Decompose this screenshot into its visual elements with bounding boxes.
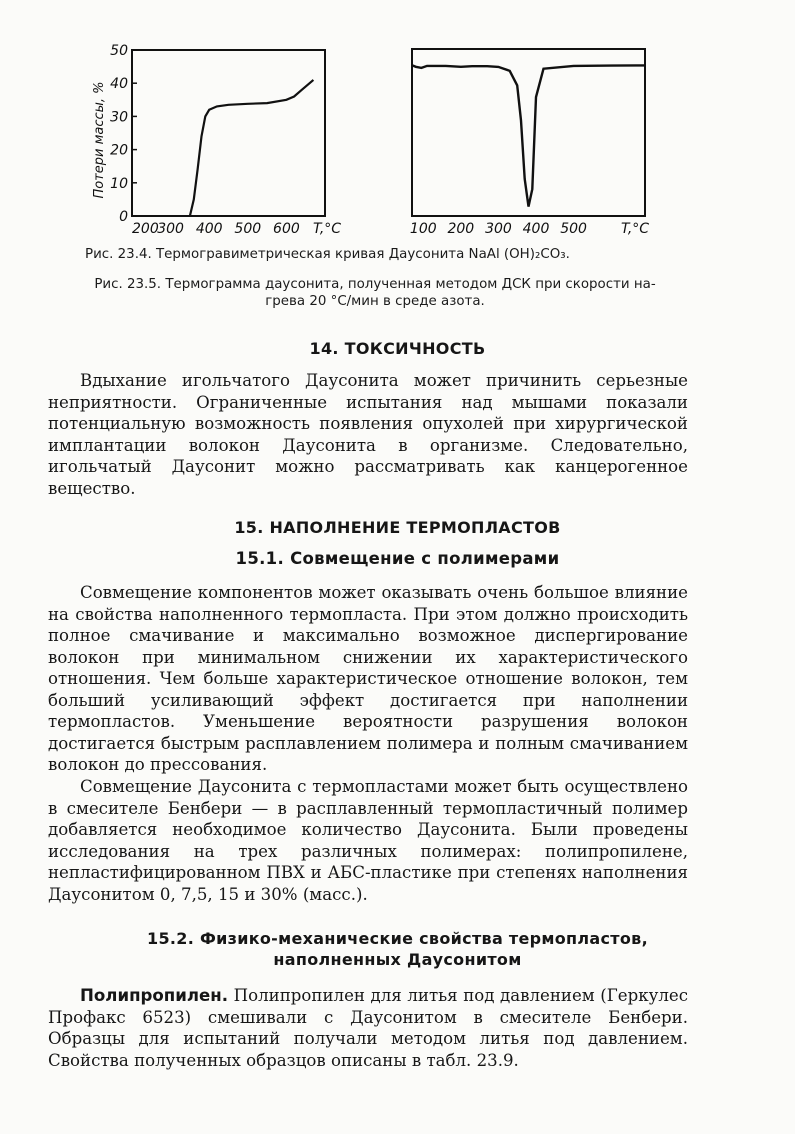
tga-frame (132, 50, 325, 216)
tga-x-tick-label: 200 (132, 221, 159, 237)
dsc-x-tick-label: 100 (409, 221, 437, 237)
section-15-2-title-line2: наполненных Даусонитом (273, 950, 522, 969)
tga-x-tick-label: 600 (273, 221, 300, 237)
section-15-2-paragraph (48, 985, 688, 1071)
dsc-x-tick-label: 300 (485, 221, 512, 237)
tga-y-tick-label: 50 (110, 43, 128, 59)
section-15-2-title (40, 928, 755, 970)
tga-x-tick-label: 400 (195, 221, 223, 237)
section-15-1-paragraph-1: Совмещение компонентов может оказывать очень большое влияние на свойства наполненного термопласта. При этом должно происходить полное смачивание и максимально возможное диспергирование волокон при минимальном снижении их характеристического отношения. Чем больше характеристическое отношение волокон, тем больший усиливающий эффект достигается при наполнении термопластов. Уменьшение вероятности разрушения волокон достигается быстрым расплавлением полимера и полным смачиванием волокон до прессования. (48, 583, 688, 774)
figure-caption-23-5 (55, 276, 695, 310)
section-15-1-paragraph-2: Совмещение Даусонита с термопластами может быть осуществлено в смесителе Бенбери — в расплавленный термопластичный полимер добавляется необходимое количество Даусонита. Были проведены исследования на трех различных полимерах: полипропилене, непластифицированном ПВХ и АБС-пластике при степенях наполнения Даусонитом 0, 7,5, 15 и 30% (масс.). (48, 777, 688, 904)
tga-y-tick-label: 10 (110, 175, 128, 192)
figures (0, 0, 795, 240)
dsc-x-tick-label: 500 (560, 221, 587, 237)
dsc-x-tick-label: 400 (522, 221, 550, 237)
figure-caption-23-4: Рис. 23.4. Термогравиметрическая кривая Даусонита NaAl (OH)₂CO₃. (85, 247, 570, 262)
section-15-2-text: Полипропилен для литья под давлением (Геркулес Профакс 6523) смешивали с Даусонитом в смесителе Бенбери. Образцы для испытаний получали методом литья под давлением. Свойства полученных образцов описаны в табл. 23.9. (48, 986, 688, 1070)
tga-x-tick-label: 300 (157, 221, 184, 237)
section-15-title: 15. НАПОЛНЕНИЕ ТЕРМОПЛАСТОВ (234, 518, 561, 537)
dsc-curve (412, 65, 645, 206)
dsc-x-tick-label: 200 (447, 221, 475, 237)
figure-caption-23-5-line2: грева 20 °С/мин в среде азота. (265, 294, 485, 309)
dsc-x-ticks (410, 221, 649, 237)
tga-curve (190, 80, 314, 216)
dsc-chart (410, 49, 649, 237)
section-14-title: 14. ТОКСИЧНОСТЬ (309, 339, 486, 358)
dsc-x-tick-label: T,°C (620, 221, 650, 237)
section-15-2-title-line1: 15.2. Физико-механические свойства термопластов, (147, 929, 648, 948)
tga-y-tick-label: 40 (110, 76, 128, 93)
tga-y-tick-label: 0 (119, 209, 128, 225)
tga-ylabel: Потери массы, % (92, 81, 107, 199)
figure-caption-23-5-line1: Рис. 23.5. Термограмма даусонита, полученная методом ДСК при скорости на- (94, 277, 656, 292)
tga-y-tick-label: 30 (110, 109, 128, 126)
tga-x-tick-label: T,°C (312, 221, 342, 237)
tga-y-tick-label: 20 (110, 142, 128, 159)
dsc-frame (412, 49, 645, 216)
runin-polypropylene: Полипропилен. (80, 986, 229, 1005)
section-15-1-title: 15.1. Совмещение с полимерами (235, 549, 560, 568)
tga-chart (92, 43, 341, 237)
section-14-paragraph: Вдыхание игольчатого Даусонита может причинить серьезные неприятности. Ограниченные испытания над мышами показали потенциальную возможность появления опухолей при хирургической имплантации волокон Даусонита в организме. Следовательно, игольчатый Даусонит можно рассматривать как канцерогенное вещество. (48, 371, 688, 498)
tga-x-ticks (132, 221, 341, 237)
tga-x-tick-label: 500 (234, 221, 262, 237)
